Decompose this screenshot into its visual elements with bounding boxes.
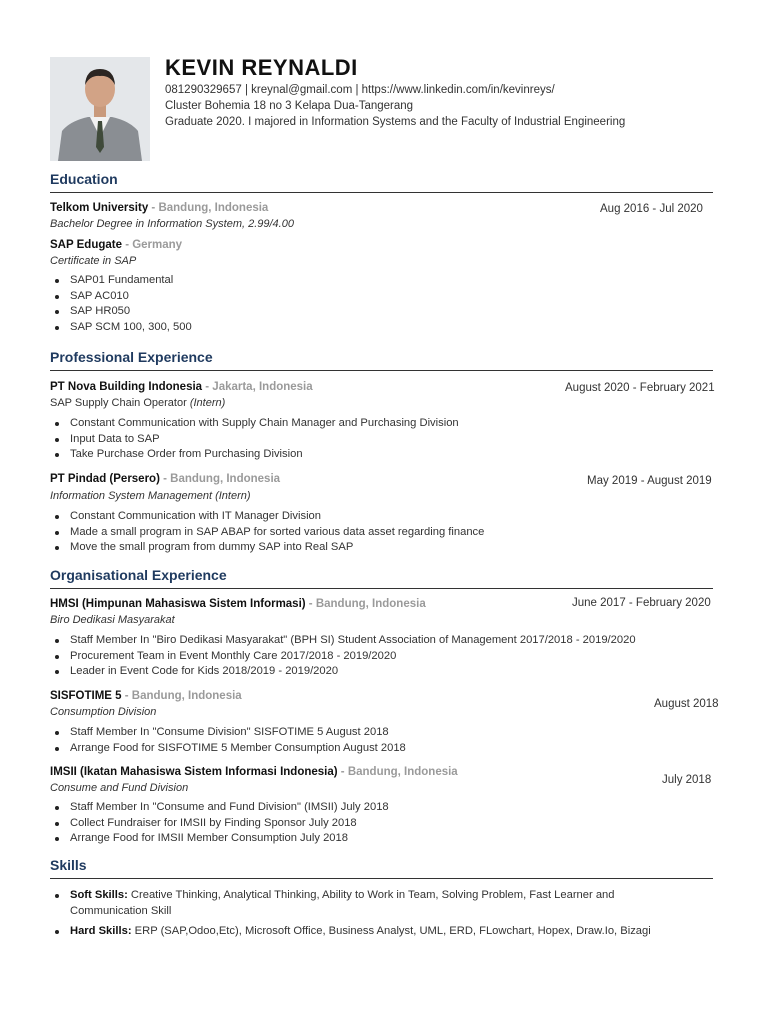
education-entry-telkom: [50, 202, 268, 214]
list-item: Leader in Event Code for Kids 2018/2019 - 2019/2020: [70, 664, 636, 680]
organisation-location: - Bandung, Indonesia: [305, 598, 426, 610]
responsibility-list: [70, 416, 459, 463]
degree: Bachelor Degree in Information System, 2.99/4.00: [50, 218, 294, 230]
company-location: - Bandung, Indonesia: [159, 473, 281, 485]
organisation-date: August 2018: [654, 698, 719, 710]
organisational-divider: [50, 588, 713, 589]
education-heading: Education: [50, 171, 118, 187]
education-date: Aug 2016 - Jul 2020: [600, 203, 703, 215]
summary: Graduate 2020. I majored in Information Systems and the Faculty of Industrial Engineering: [165, 116, 626, 128]
list-item: Staff Member In "Consume and Fund Division" (IMSII) July 2018: [70, 800, 389, 816]
org-entry-sisfotime: [50, 690, 242, 702]
list-item: Procurement Team in Event Monthly Care 2017/2018 - 2019/2020: [70, 649, 636, 665]
organisation-division: Consumption Division: [50, 706, 157, 718]
resume-header: [50, 55, 720, 165]
job-title: SAP Supply Chain Operator (Intern): [50, 397, 226, 409]
organisation-date: July 2018: [662, 774, 712, 786]
list-item: Constant Communication with Supply Chain Manager and Purchasing Division: [70, 416, 459, 432]
list-item: SAP01 Fundamental: [70, 273, 192, 289]
experience-divider: [50, 370, 713, 371]
skills-list: [70, 888, 690, 945]
list-item: Take Purchase Order from Purchasing Division: [70, 447, 459, 463]
experience-heading: Professional Experience: [50, 349, 213, 365]
list-item: Arrange Food for IMSII Member Consumption July 2018: [70, 831, 389, 847]
education-entry-sap: [50, 239, 182, 251]
institution-name: SAP Edugate: [50, 239, 122, 251]
certificate-list: [70, 273, 192, 335]
hard-skills: Hard Skills: ERP (SAP,Odoo,Etc), Microsoft Office, Business Analyst, UML, ERD, FLowchart, Hopex, Draw.Io, Bizagi: [70, 924, 690, 940]
person-photo-icon: [50, 57, 150, 161]
job-title: Information System Management (Intern): [50, 490, 251, 502]
company-name: PT Pindad (Persero): [50, 473, 160, 485]
list-item: Collect Fundraiser for IMSII by Finding Sponsor July 2018: [70, 816, 389, 832]
list-item: Input Data to SAP: [70, 432, 459, 448]
organisation-name: IMSII (Ikatan Mahasiswa Sistem Informasi Indonesia): [50, 766, 338, 778]
contact-info: 081290329657 | kreynal@gmail.com | https://www.linkedin.com/in/kevinreys/: [165, 84, 555, 96]
list-item: Move the small program from dummy SAP into Real SAP: [70, 540, 484, 556]
institution-location: - Germany: [122, 239, 183, 251]
role-list: [70, 800, 389, 847]
soft-skills: Soft Skills: Creative Thinking, Analytical Thinking, Ability to Work in Team, Solving Problem, Fast Learner and Communication Skill: [70, 888, 690, 919]
organisation-division: Consume and Fund Division: [50, 782, 189, 794]
organisation-date: June 2017 - February 2020: [572, 597, 711, 609]
education-divider: [50, 192, 713, 193]
list-item: Constant Communication with IT Manager Division: [70, 509, 484, 525]
list-item: SAP AC010: [70, 289, 192, 305]
list-item: Arrange Food for SISFOTIME 5 Member Consumption August 2018: [70, 741, 406, 757]
organisation-location: - Bandung, Indonesia: [121, 690, 242, 702]
organisation-name: SISFOTIME 5: [50, 690, 122, 702]
company-location: - Jakarta, Indonesia: [202, 381, 313, 393]
list-item: Staff Member In "Biro Dedikasi Masyarakat" (BPH SI) Student Association of Management 2017/2018 - 2019/2020: [70, 633, 636, 649]
organisation-location: - Bandung, Indonesia: [337, 766, 458, 778]
list-item: Staff Member In "Consume Division" SISFOTIME 5 August 2018: [70, 725, 406, 741]
company-name: PT Nova Building Indonesia: [50, 381, 203, 393]
org-entry-hmsi: [50, 598, 426, 610]
profile-photo: [50, 57, 150, 161]
experience-entry-pindad: [50, 473, 280, 485]
org-entry-imsii: [50, 766, 458, 778]
skills-heading: Skills: [50, 857, 87, 873]
experience-date: May 2019 - August 2019: [587, 475, 712, 487]
organisational-heading: Organisational Experience: [50, 567, 227, 583]
role-list: [70, 725, 406, 756]
candidate-name: KEVIN REYNALDI: [165, 55, 358, 80]
role-list: [70, 633, 636, 680]
skills-divider: [50, 878, 713, 879]
address: Cluster Bohemia 18 no 3 Kelapa Dua-Tangerang: [165, 100, 414, 112]
list-item: SAP SCM 100, 300, 500: [70, 320, 192, 336]
institution-name: Telkom University: [50, 202, 149, 214]
experience-date: August 2020 - February 2021: [565, 382, 715, 394]
list-item: Made a small program in SAP ABAP for sorted various data asset regarding finance: [70, 525, 484, 541]
experience-entry-nova: [50, 381, 313, 393]
list-item: SAP HR050: [70, 304, 192, 320]
organisation-division: Biro Dedikasi Masyarakat: [50, 614, 175, 626]
organisation-name: HMSI (Himpunan Mahasiswa Sistem Informasi): [50, 598, 306, 610]
certificate: Certificate in SAP: [50, 255, 137, 267]
responsibility-list: [70, 509, 484, 556]
institution-location: - Bandung, Indonesia: [148, 202, 269, 214]
